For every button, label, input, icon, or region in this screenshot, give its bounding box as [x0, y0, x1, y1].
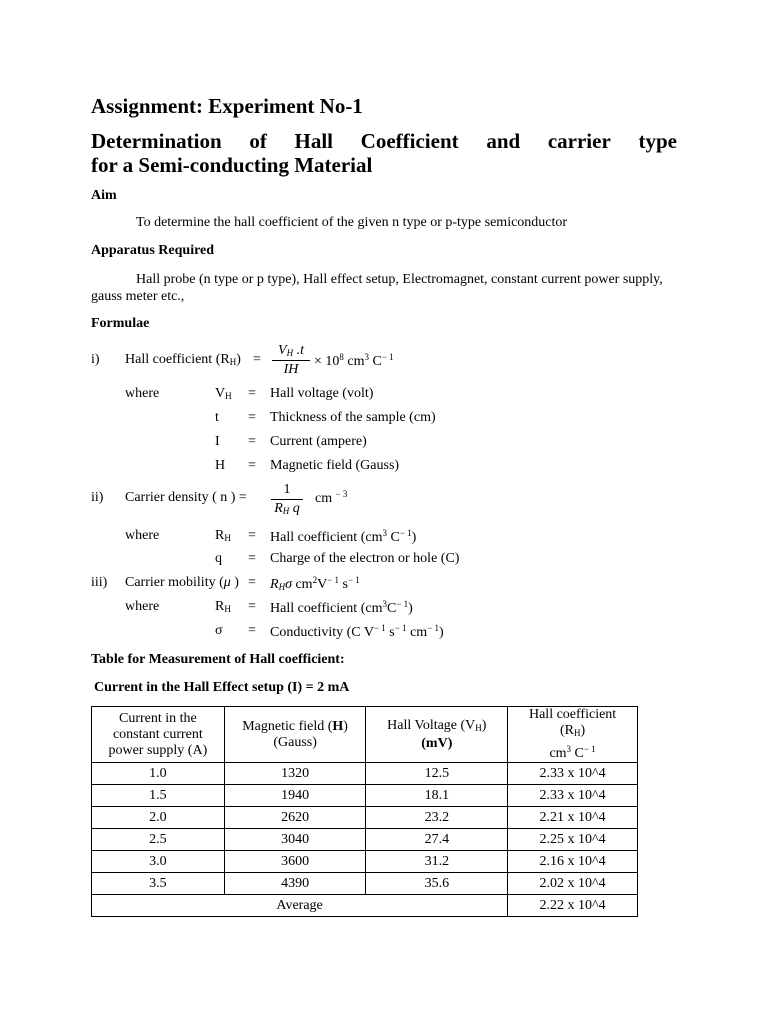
cell-field: 1940	[224, 785, 366, 807]
cell-coefficient: 2.21 x 10^4	[508, 807, 638, 829]
variable-description: Hall coefficient $(cm^3C^{- 1})$	[270, 599, 413, 616]
average-value: 2.22 x 10^4	[508, 895, 638, 917]
mu-symbol: μ	[223, 575, 231, 590]
variable-description: Magnetic field (Gauss)	[270, 458, 400, 473]
formula-3-rhs: $R_H\sigma$ $cm^2V^{- 1}$ $s^{- 1}$	[270, 575, 360, 592]
table-row	[92, 851, 638, 873]
table-title: Table for Measurement of Hall coefficient:	[91, 652, 345, 667]
variable-description: Thickness of the sample (cm)	[270, 410, 436, 425]
formula-2-units: cm $^{- 3}$	[315, 489, 348, 506]
cell-field: 1320	[224, 763, 366, 785]
cell-coefficient: 2.02 x 10^4	[508, 873, 638, 895]
formula-1-fraction: $V_H$ .t IH	[272, 343, 310, 378]
formulae-heading: Formulae	[91, 316, 150, 331]
where-label: where	[125, 599, 160, 614]
table-row	[92, 785, 638, 807]
variable-symbol: q	[215, 551, 222, 566]
variable-equals: =	[248, 458, 256, 473]
apparatus-text-line2: gauss meter etc.,	[91, 289, 185, 304]
variable-description: Hall voltage (volt)	[270, 386, 374, 401]
title-word: of	[249, 129, 267, 153]
variable-symbol: σ	[215, 623, 223, 638]
assignment-title: Assignment: Experiment No-1	[91, 94, 363, 118]
variable-symbol: $R_H$	[215, 599, 231, 614]
variable-equals: =	[248, 386, 256, 401]
title-word: Coefficient	[360, 129, 459, 153]
formula-3-label: Carrier mobility (μ )	[125, 575, 239, 590]
title-word: and	[486, 129, 521, 153]
cell-coefficient: 2.25 x 10^4	[508, 829, 638, 851]
apparatus-heading: Apparatus Required	[91, 243, 215, 258]
experiment-title-line1	[91, 129, 677, 154]
title-word: carrier	[547, 129, 611, 153]
cell-current: 3.5	[92, 873, 225, 895]
cell-field: 4390	[224, 873, 366, 895]
variable-symbol: t	[215, 410, 219, 425]
where-label: where	[125, 386, 160, 401]
cell-current: 2.5	[92, 829, 225, 851]
table-row	[92, 763, 638, 785]
variable-equals: =	[248, 551, 256, 566]
cell-coefficient: 2.33 x 10^4	[508, 763, 638, 785]
formula-3-number: iii)	[91, 575, 108, 590]
cell-voltage: 12.5	[366, 763, 508, 785]
table-average-row	[92, 895, 638, 917]
variable-symbol: H	[215, 458, 226, 473]
variable-symbol: $V_H$	[215, 386, 232, 401]
formula-2-fraction: 1 $R_H$ q	[271, 482, 303, 517]
cell-current: 1.5	[92, 785, 225, 807]
cell-field: 2620	[224, 807, 366, 829]
cell-voltage: 27.4	[366, 829, 508, 851]
table-row	[92, 807, 638, 829]
experiment-title-line2: for a Semi-conducting Material	[91, 153, 373, 177]
header-current: Current in the constant current power supply (A)	[92, 707, 225, 763]
header-hall-coefficient: Hall coefficient $(R_H)$ $cm^3$ $C^{- 1}$	[508, 707, 638, 763]
cell-coefficient: 2.16 x 10^4	[508, 851, 638, 873]
cell-voltage: 23.2	[366, 807, 508, 829]
cell-voltage: 18.1	[366, 785, 508, 807]
formula-1-equals: =	[253, 352, 261, 367]
variable-equals: =	[248, 599, 256, 614]
formula-1-units: × $10^8$ $cm^3$ $C^{- 1}$	[314, 352, 394, 369]
cell-current: 2.0	[92, 807, 225, 829]
cell-voltage: 35.6	[366, 873, 508, 895]
formula-2-number: ii)	[91, 490, 104, 505]
title-word: Determination	[91, 129, 222, 153]
variable-equals: =	[248, 528, 256, 543]
variable-symbol: I	[215, 434, 220, 449]
apparatus-text-line1: Hall probe (n type or p type), Hall effect setup, Electromagnet, constant current power supply,	[136, 272, 663, 287]
title-word: type	[638, 129, 677, 153]
cell-voltage: 31.2	[366, 851, 508, 873]
average-label: Average	[92, 895, 508, 917]
formula-1-number: i)	[91, 352, 100, 367]
variable-description: Charge of the electron or hole (C)	[270, 551, 460, 566]
hall-coefficient-table	[91, 706, 638, 917]
cell-coefficient: 2.33 x 10^4	[508, 785, 638, 807]
header-magnetic-field: Magnetic field (H) (Gauss)	[224, 707, 366, 763]
aim-heading: Aim	[91, 188, 117, 203]
header-hall-voltage: Hall Voltage $(V_H)$ (mV)	[366, 707, 508, 763]
variable-description: Conductivity (C $V^{- 1}$ $s^{- 1}$ $cm^{- 1}$)	[270, 623, 444, 640]
title-word: Hall	[294, 129, 333, 153]
aim-text: To determine the hall coefficient of the given n type or p-type semiconductor	[136, 215, 568, 230]
cell-field: 3600	[224, 851, 366, 873]
cell-current: 3.0	[92, 851, 225, 873]
variable-equals: =	[248, 434, 256, 449]
where-label: where	[125, 528, 160, 543]
formula-2-label: Carrier density ( n ) =	[125, 490, 247, 505]
variable-equals: =	[248, 623, 256, 638]
variable-equals: =	[248, 410, 256, 425]
variable-description: Current (ampere)	[270, 434, 367, 449]
cell-current: 1.0	[92, 763, 225, 785]
current-note: Current in the Hall Effect setup (I) = 2 mA	[94, 680, 350, 695]
variable-description: Hall coefficient ($cm^3$ $C^{- 1}$)	[270, 528, 417, 545]
table-row	[92, 829, 638, 851]
table-row	[92, 873, 638, 895]
table-header-row	[92, 707, 638, 763]
formula-1-label: Hall coefficient $(R_H)$	[125, 352, 241, 367]
variable-symbol: $R_H$	[215, 528, 231, 543]
cell-field: 3040	[224, 829, 366, 851]
formula-3-equals: =	[248, 575, 256, 590]
